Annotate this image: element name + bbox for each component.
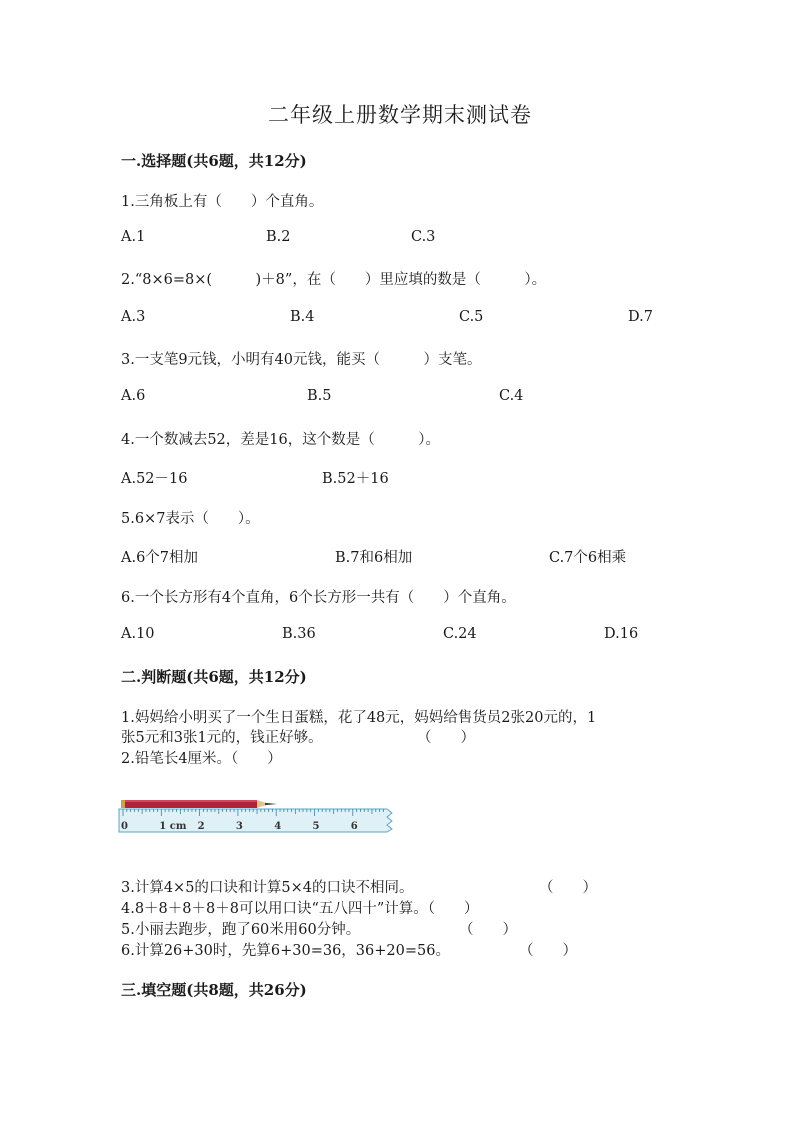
question-text: 1.三角板上有（ ）个直角。 (121, 194, 324, 210)
page-title: 二年级上册数学期末测试卷 (268, 103, 532, 127)
option-b: B.4 (290, 309, 315, 325)
question-text-line1: 1.妈妈给小明买了一个生日蛋糕，花了48元，妈妈给售货员2张20元的，1 (121, 710, 597, 726)
answer-paren: （ ） (519, 943, 577, 959)
option-b: B.52＋16 (322, 471, 389, 487)
option-a: A.1 (121, 229, 146, 245)
question-text: 6.计算26+30时，先算6+30=36，36+20=56。 (121, 943, 450, 959)
question-text: 2.“8×6=8×( )＋8”，在（ ）里应填的数是（ ）。 (121, 272, 547, 288)
option-c: C.3 (411, 229, 436, 245)
question-text: 5.小丽去跑步，跑了60米用60分钟。 (121, 922, 361, 938)
option-b: B.2 (266, 229, 291, 245)
option-b: B.5 (307, 388, 332, 404)
pencil-ruler-illustration (117, 796, 402, 842)
pencil-ruler-image (117, 796, 402, 838)
ruler-label: 6 (350, 821, 358, 832)
question-text: 6.一个长方形有4个直角，6个长方形一共有（ ）个直角。 (121, 590, 516, 606)
section-heading-judgement: 二.判断题(共6题，共12分) (121, 668, 307, 686)
option-c: C.5 (459, 309, 484, 325)
question-text: 3.一支笔9元钱，小明有40元钱，能买（ ）支笔。 (121, 352, 482, 368)
section-heading-fill-blank: 三.填空题(共8题，共26分) (121, 981, 307, 999)
option-b: B.7和6相加 (335, 550, 413, 566)
option-a: A.3 (121, 309, 146, 325)
question-text: 3.计算4×5的口诀和计算5×4的口诀不相同。 (121, 880, 414, 896)
option-b: B.36 (282, 626, 316, 642)
ruler-label: 4 (274, 821, 282, 832)
option-d: D.7 (628, 309, 653, 325)
ruler-label: 2 (197, 821, 205, 832)
question-text-line2: 张5元和3张1元的，钱正好够。 (121, 730, 323, 746)
option-a: A.10 (121, 626, 155, 642)
pencil-icon (121, 800, 277, 808)
answer-paren: （ ） (417, 730, 475, 746)
option-a: A.6个7相加 (121, 550, 199, 566)
option-c: C.7个6相乘 (549, 550, 627, 566)
ruler-label: 1 cm (159, 821, 187, 832)
section-heading-choice: 一.选择题(共6题，共12分) (121, 152, 307, 170)
question-text: 2.铅笔长4厘米。（ ） (121, 751, 282, 767)
question-text: 4.8＋8＋8＋8＋8可以用口诀“五八四十”计算。（ ） (121, 901, 479, 917)
ruler-label: 3 (235, 821, 243, 832)
answer-paren: （ ） (539, 880, 597, 896)
question-text: 5.6×7表示（ ）。 (121, 511, 260, 527)
question-text: 4.一个数减去52，差是16，这个数是（ ）。 (121, 432, 440, 448)
option-a: A.6 (121, 388, 146, 404)
ruler-label: 5 (312, 821, 320, 832)
answer-paren: （ ） (459, 922, 517, 938)
option-a: A.52－16 (121, 471, 188, 487)
option-c: C.4 (499, 388, 524, 404)
option-c: C.24 (443, 626, 477, 642)
ruler-label: 0 (121, 821, 128, 832)
option-d: D.16 (604, 626, 639, 642)
